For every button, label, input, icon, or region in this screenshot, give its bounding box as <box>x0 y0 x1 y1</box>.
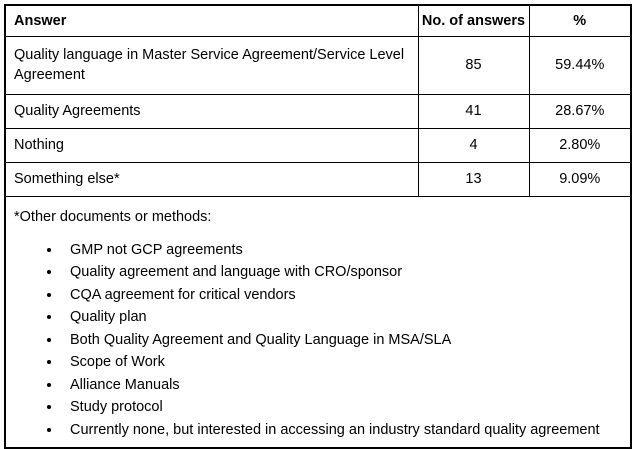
table-row <box>5 162 631 196</box>
answer-cell: Something else* <box>5 162 418 196</box>
footnote-cell <box>5 196 631 448</box>
other-method-item: • Alliance Manuals <box>62 374 622 397</box>
other-method-item: • Scope of Work <box>62 351 622 374</box>
footnote-row <box>5 196 631 448</box>
count-cell: 85 <box>418 36 529 94</box>
survey-results-table <box>4 4 632 449</box>
count-cell: 41 <box>418 94 529 128</box>
footnote-title: *Other documents or methods: <box>14 208 212 225</box>
other-methods-list <box>14 239 622 442</box>
table-row <box>5 36 631 94</box>
column-header-answer: Answer <box>5 5 418 36</box>
answer-cell: Quality language in Master Service Agreement/Service Level Agreement <box>5 36 418 94</box>
percent-cell: 9.09% <box>529 162 631 196</box>
table-header-row <box>5 5 631 36</box>
other-method-item: • CQA agreement for critical vendors <box>62 284 622 307</box>
percent-cell: 59.44% <box>529 36 631 94</box>
other-method-item: • Study protocol <box>62 396 622 419</box>
count-cell: 13 <box>418 162 529 196</box>
other-method-item: • GMP not GCP agreements <box>62 239 622 262</box>
column-header-percent: % <box>529 5 631 36</box>
other-method-item: • Both Quality Agreement and Quality Language in MSA/SLA <box>62 329 622 352</box>
answer-cell: Nothing <box>5 128 418 162</box>
other-method-item: • Currently none, but interested in accessing an industry standard quality agreement <box>62 419 622 442</box>
table-row <box>5 128 631 162</box>
table-row <box>5 94 631 128</box>
answer-cell: Quality Agreements <box>5 94 418 128</box>
percent-cell: 2.80% <box>529 128 631 162</box>
percent-cell: 28.67% <box>529 94 631 128</box>
other-method-item: • Quality plan <box>62 306 622 329</box>
column-header-no-of-answers: No. of answers <box>418 5 529 36</box>
count-cell: 4 <box>418 128 529 162</box>
other-method-item: • Quality agreement and language with CRO/sponsor <box>62 261 622 284</box>
